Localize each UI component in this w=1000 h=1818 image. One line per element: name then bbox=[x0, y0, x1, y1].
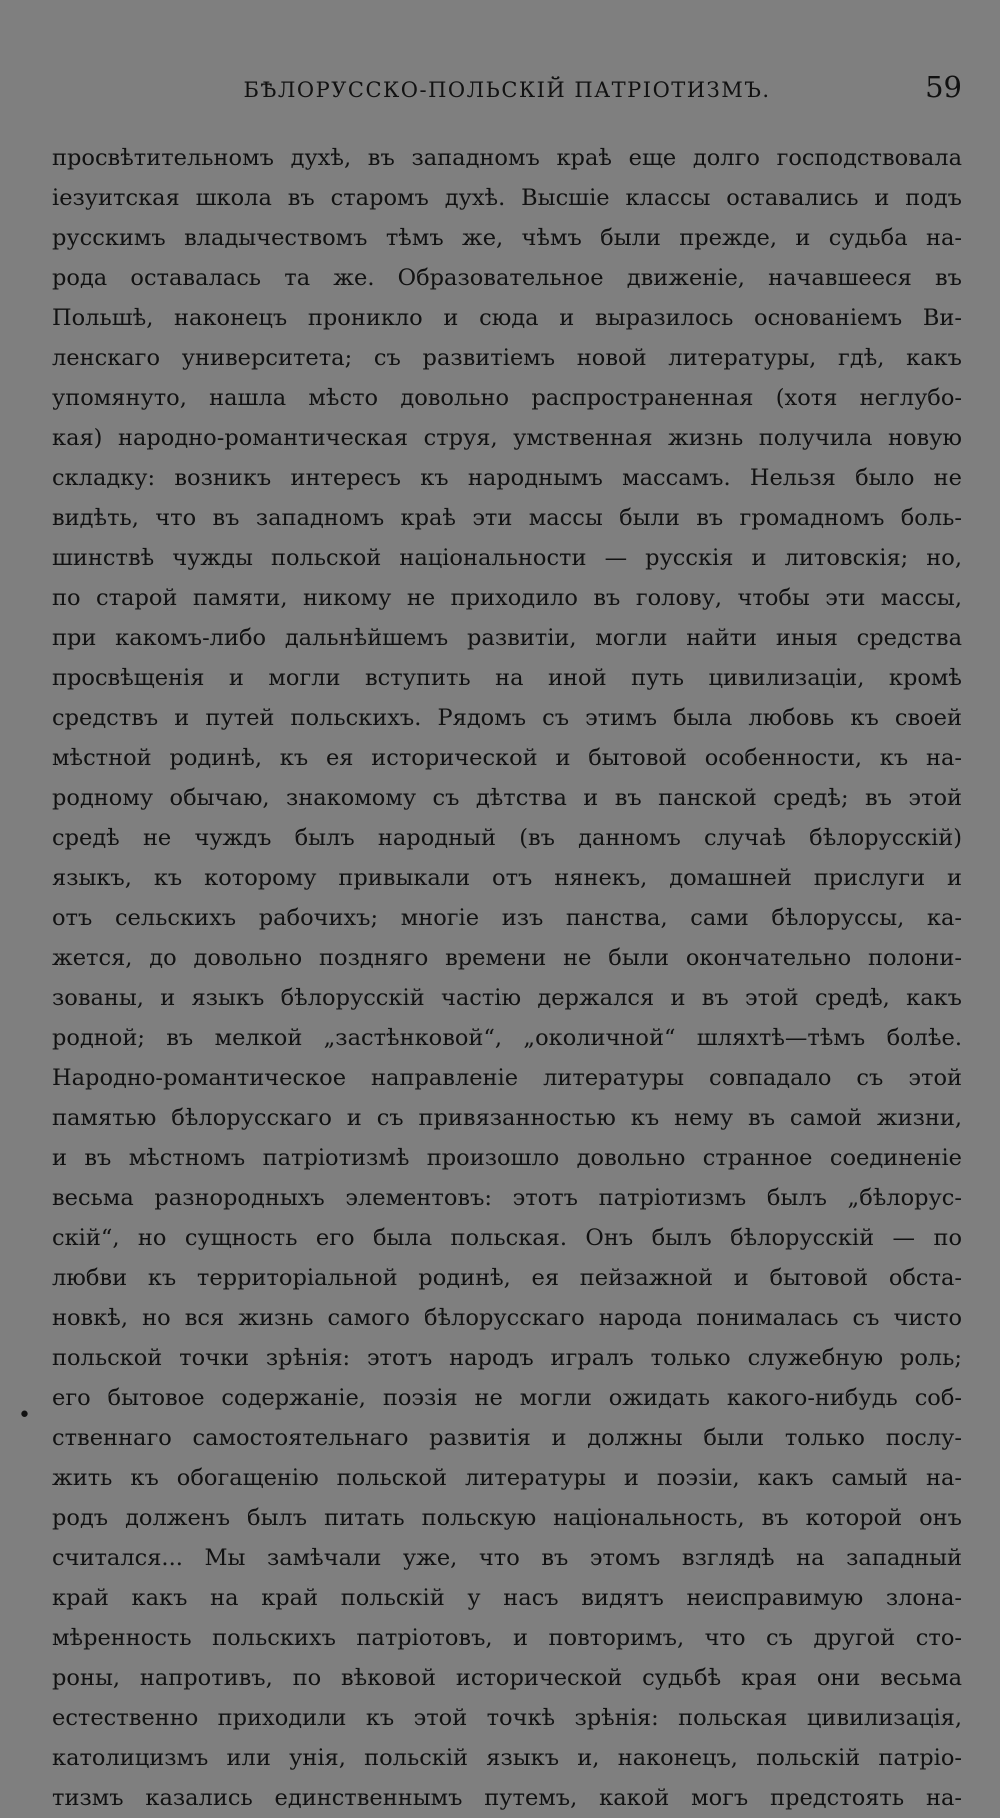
text-line: средѣ не чуждъ былъ народный (въ данномъ случаѣ бѣлорусскій) bbox=[52, 825, 962, 851]
page-number: 59 bbox=[925, 70, 962, 104]
text-line: зованы, и языкъ бѣлорусскій частію держался и въ этой средѣ, какъ bbox=[52, 985, 962, 1011]
text-line: католицизмъ или унія, польскій языкъ и, наконецъ, польскій патріо- bbox=[52, 1745, 962, 1771]
text-line: роны, напротивъ, по вѣковой исторической судьбѣ края они весьма bbox=[52, 1665, 962, 1691]
text-line: жется, до довольно поздняго времени не были окончательно полони- bbox=[52, 945, 962, 971]
text-line: ственнаго самостоятельнаго развитія и должны были только послу- bbox=[52, 1425, 962, 1451]
text-line: его бытовое содержаніе, поэзія не могли ожидать какого-нибудь соб- bbox=[52, 1385, 962, 1411]
text-line: ленскаго университета; съ развитіемъ новой литературы, гдѣ, какъ bbox=[52, 345, 962, 371]
text-line: русскимъ владычествомъ тѣмъ же, чѣмъ были прежде, и судьба на- bbox=[52, 225, 962, 251]
text-line: просвѣщенія и могли вступить на иной путь цивилизаціи, кромѣ bbox=[52, 665, 962, 691]
text-line: упомянуто, нашла мѣсто довольно распространенная (хотя неглубо- bbox=[52, 385, 962, 411]
text-line: скій“, но сущность его была польская. Онъ былъ бѣлорусскій — по bbox=[52, 1225, 962, 1251]
margin-dot: • bbox=[18, 1403, 31, 1428]
text-line: и въ мѣстномъ патріотизмѣ произошло довольно странное соединеніе bbox=[52, 1145, 962, 1171]
text-line: считался... Мы замѣчали уже, что въ этомъ взглядѣ на западный bbox=[52, 1545, 962, 1571]
text-line: складку: возникъ интересъ къ народнымъ массамъ. Нельзя было не bbox=[52, 465, 962, 491]
text-line: видѣть, что въ западномъ краѣ эти массы были въ громадномъ боль- bbox=[52, 505, 962, 531]
text-line: тизмъ казались единственнымъ путемъ, какой могъ предстоять на- bbox=[52, 1785, 962, 1811]
text-line: новкѣ, но вся жизнь самого бѣлорусскаго народа понималась съ чисто bbox=[52, 1305, 962, 1331]
text-line: край какъ на край польскій у насъ видятъ неисправимую злона- bbox=[52, 1585, 962, 1611]
text-line: по старой памяти, никому не приходило въ голову, чтобы эти массы, bbox=[52, 585, 962, 611]
text-line: родъ долженъ былъ питать польскую національность, въ которой онъ bbox=[52, 1505, 962, 1531]
text-line: любви къ территоріальной родинѣ, ея пейзажной и бытовой обста- bbox=[52, 1265, 962, 1291]
text-line: іезуитская школа въ старомъ духѣ. Высшіе классы оставались и подъ bbox=[52, 185, 962, 211]
text-line: польской точки зрѣнія: этотъ народъ игралъ только служебную роль; bbox=[52, 1345, 962, 1371]
text-line: кая) народно-романтическая струя, умственная жизнь получила новую bbox=[52, 425, 962, 451]
text-line: при какомъ-либо дальнѣйшемъ развитіи, могли найти иныя средства bbox=[52, 625, 962, 651]
text-line: рода оставалась та же. Образовательное движеніе, начавшееся въ bbox=[52, 265, 962, 291]
text-line: шинствѣ чужды польской національности — русскія и литовскія; но, bbox=[52, 545, 962, 571]
text-line: жить къ обогащенію польской литературы и поэзіи, какъ самый на- bbox=[52, 1465, 962, 1491]
text-line: родной; въ мелкой „застѣнковой“, „околичной“ шляхтѣ—тѣмъ болѣе. bbox=[52, 1025, 962, 1051]
text-line: отъ сельскихъ рабочихъ; многіе изъ панства, сами бѣлоруссы, ка- bbox=[52, 905, 962, 931]
text-line: памятью бѣлорусскаго и съ привязанностью къ нему въ самой жизни, bbox=[52, 1105, 962, 1131]
page-header bbox=[52, 70, 962, 110]
running-head: БѢЛОРУССКО-ПОЛЬСКІЙ ПАТРІОТИЗМЪ. bbox=[243, 78, 771, 102]
text-line: языкъ, къ которому привыкали отъ нянекъ, домашней прислуги и bbox=[52, 865, 962, 891]
body-text bbox=[52, 138, 962, 1818]
text-line: просвѣтительномъ духѣ, въ западномъ краѣ еще долго господствовала bbox=[52, 145, 962, 171]
text-line: средствъ и путей польскихъ. Рядомъ съ этимъ была любовь къ своей bbox=[52, 705, 962, 731]
text-line: мѣстной родинѣ, къ ея исторической и бытовой особенности, къ на- bbox=[52, 745, 962, 771]
text-line: мѣренность польскихъ патріотовъ, и повторимъ, что съ другой сто- bbox=[52, 1625, 962, 1651]
text-line: Польшѣ, наконецъ проникло и сюда и выразилось основаніемъ Ви- bbox=[52, 305, 962, 331]
text-line: Народно-романтическое направленіе литературы совпадало съ этой bbox=[52, 1065, 962, 1091]
text-line: весьма разнородныхъ элементовъ: этотъ патріотизмъ былъ „бѣлорус- bbox=[52, 1185, 962, 1211]
text-line: родному обычаю, знакомому съ дѣтства и въ панской средѣ; въ этой bbox=[52, 785, 962, 811]
text-line: естественно приходили къ этой точкѣ зрѣнія: польская цивилизація, bbox=[52, 1705, 962, 1731]
